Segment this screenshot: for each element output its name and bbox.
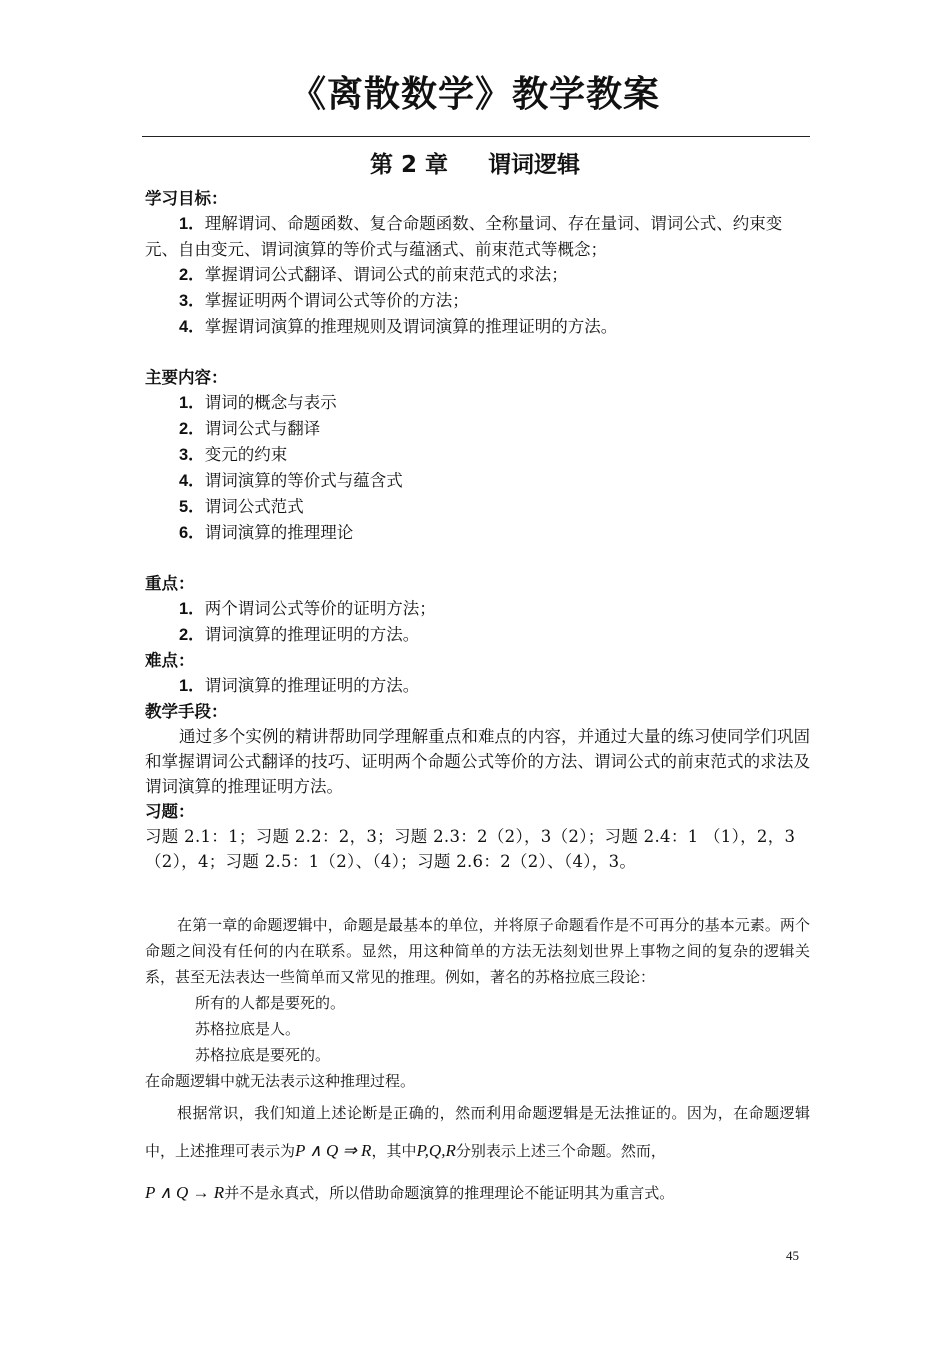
list-item xyxy=(145,314,810,340)
list-item-number: 3． xyxy=(179,446,205,464)
list-item-text: 谓词演算的推理理论 xyxy=(204,523,354,542)
list-item xyxy=(145,494,810,520)
exercises-heading: 习题： xyxy=(145,802,195,821)
list-item-number: 2． xyxy=(179,266,205,284)
list-item-number: 1． xyxy=(179,677,205,695)
list-item xyxy=(145,520,810,546)
list-item-number: 6． xyxy=(179,524,205,542)
list-item xyxy=(145,442,810,468)
reasoning-text: 分别表示上述三个命题。然而， xyxy=(455,1142,666,1160)
list-item-number: 1． xyxy=(179,600,205,618)
syllogism-line: 苏格拉底是人。 xyxy=(195,1020,301,1038)
contents-heading: 主要内容： xyxy=(145,368,228,387)
syllogism-line: 所有的人都是要死的。 xyxy=(195,994,346,1012)
objectives-list xyxy=(145,211,810,340)
syllabus-section xyxy=(145,186,810,874)
difficulties-list xyxy=(145,673,810,699)
list-item xyxy=(145,622,810,648)
teaching-means-heading: 教学手段： xyxy=(145,702,228,721)
list-item-text: 谓词演算的推理证明的方法。 xyxy=(204,625,420,644)
intro-paragraph: 在第一章的命题逻辑中，命题是最基本的单位，并将原子命题看作是不可再分的基本元素。两个命题之间没有任何的内在联系。显然，用这种简单的方法无法刻划世界上事物之间的复杂的逻辑关系，甚至无法表达一些简单而又常见的推理。例如，著名的苏格拉底三段论： xyxy=(145,916,810,986)
reasoning-paragraph xyxy=(145,1094,810,1170)
list-item xyxy=(145,211,810,262)
chapter-heading xyxy=(0,146,950,179)
contents-list xyxy=(145,390,810,546)
chapter-body xyxy=(145,912,810,1216)
title-divider xyxy=(142,136,810,137)
exercises-text: 习题 2.1：1；习题 2.2：2，3；习题 2.3：2（2），3（2）；习题 2.4：1 （1），2，3（2），4；习题 2.5：1（2）、（4）；习题 2.6：2（2）、（4），3。 xyxy=(145,827,796,871)
list-item-text: 掌握谓词演算的推理规则及谓词演算的推理证明的方法。 xyxy=(204,317,618,336)
list-item-number: 2． xyxy=(179,626,205,644)
list-item-text: 谓词公式范式 xyxy=(204,497,304,516)
list-item-number: 1． xyxy=(179,215,205,233)
list-item-number: 4． xyxy=(179,318,205,336)
list-item-text: 谓词演算的等价式与蕴含式 xyxy=(204,471,403,490)
conditional-formula: P ∧ Q → R xyxy=(145,1183,225,1202)
list-item-text: 谓词演算的推理证明的方法。 xyxy=(204,676,420,695)
chapter-number: 第 2 章 xyxy=(369,152,449,178)
list-item xyxy=(145,390,810,416)
list-item-text: 谓词的概念与表示 xyxy=(204,393,337,412)
list-item-text: 两个谓词公式等价的证明方法； xyxy=(204,599,436,618)
page-number: 45 xyxy=(786,1248,799,1263)
list-item-number: 5． xyxy=(179,498,205,516)
list-item-number: 2． xyxy=(179,420,205,438)
document-title: 《离散数学》教学教案 xyxy=(289,74,660,115)
reasoning-text: 根据常识，我们知道上述论断是正确的，然而利用命题逻辑是无法推证的。因为，在命题逻辑中，上述推理可表示为 xyxy=(145,1104,810,1160)
list-item-number: 3． xyxy=(179,292,205,310)
list-item xyxy=(145,416,810,442)
list-item-text: 掌握证明两个谓词公式等价的方法； xyxy=(204,291,469,310)
teaching-means-text: 通过多个实例的精讲帮助同学理解重点和难点的内容，并通过大量的练习使同学们巩固和掌握谓词公式翻译的技巧、证明两个命题公式等价的方法、谓词公式的前束范式的求法及谓词演算的推理证明方法。 xyxy=(145,727,810,796)
conclusion-text: 并不是永真式，所以借助命题演算的推理理论不能证明其为重言式。 xyxy=(224,1184,675,1202)
implication-formula: P ∧ Q ⇒ R xyxy=(295,1141,372,1160)
reasoning-text: ，其中 xyxy=(371,1142,417,1160)
list-item-text: 变元的约束 xyxy=(204,445,288,464)
syllogism-line: 苏格拉底是要死的。 xyxy=(195,1046,331,1064)
cannot-represent-line: 在命题逻辑中就无法表示这种推理过程。 xyxy=(145,1072,416,1090)
objectives-heading: 学习目标： xyxy=(145,189,228,208)
list-item xyxy=(145,596,810,622)
list-item xyxy=(145,288,810,314)
list-item-text: 掌握谓词公式翻译、谓词公式的前束范式的求法； xyxy=(204,265,568,284)
list-item-text: 谓词公式与翻译 xyxy=(204,419,321,438)
list-item-number: 1． xyxy=(179,394,205,412)
difficulties-heading: 难点： xyxy=(145,651,195,670)
key-points-heading: 重点： xyxy=(145,574,195,593)
conclusion-paragraph xyxy=(145,1170,810,1216)
list-item xyxy=(145,673,810,699)
list-item-number: 4． xyxy=(179,472,205,490)
list-item-text: 理解谓词、命题函数、复合命题函数、全称量词、存在量词、谓词公式、约束变元、自由变元、谓词演算的等价式与蕴涵式、前束范式等概念； xyxy=(145,214,783,259)
key-points-list xyxy=(145,596,810,648)
list-item xyxy=(145,468,810,494)
list-item xyxy=(145,262,810,288)
proposition-variables: P,Q,R xyxy=(416,1141,456,1160)
chapter-name: 谓词逻辑 xyxy=(488,152,581,178)
